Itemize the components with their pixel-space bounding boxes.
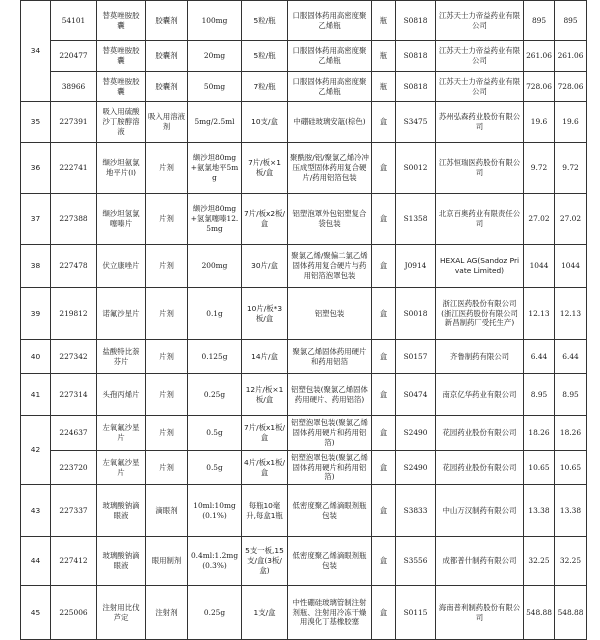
packing-material: 口服固体药用高密度聚乙烯瓶 [288,1,372,41]
drug-code: 227337 [51,485,97,537]
packing-material: 低密度聚乙烯滴眼剂瓶包装 [288,537,372,586]
packing: 4片/板x1板/盒 [242,451,288,485]
enterprise-id: S0818 [396,72,436,102]
price-limit: 27.02 [555,194,587,245]
drug-name: 吸入用硫酸沙丁胺醇溶液 [97,102,146,143]
packing: 5粒/瓶 [242,41,288,72]
price-limit: 12.13 [555,288,587,340]
price: 261.06 [524,41,555,72]
unit: 瓶 [372,1,396,41]
drug-name: 左氧氟沙星片 [97,416,146,451]
drug-code: 227412 [51,537,97,586]
row-seq: 37 [21,194,51,245]
price-limit: 32.25 [555,537,587,586]
price: 6.44 [524,340,555,374]
drug-name: 替莫唑胺胶囊 [97,72,146,102]
price: 13.38 [524,485,555,537]
price: 1044 [524,245,555,288]
drug-name: 左氧氟沙星片 [97,451,146,485]
packing-material: 铝塑包装 [288,288,372,340]
dosage-form: 注射剂 [146,586,188,640]
company-name: HEXAL AG(Sandoz Private Limited) [436,245,524,288]
price: 9.72 [524,143,555,194]
price: 10.65 [524,451,555,485]
drug-code: 227314 [51,374,97,416]
table-row [21,416,587,451]
packing: 7片/板x2板/盒 [242,194,288,245]
price: 895 [524,1,555,41]
specification: 缬沙坦80mg+氢氯噻嗪12.5mg [188,194,242,245]
dosage-form: 片剂 [146,245,188,288]
drug-code: 38966 [51,72,97,102]
packing: 10片/板*3板/盒 [242,288,288,340]
packing: 每瓶10毫升,每盒1瓶 [242,485,288,537]
unit: 盒 [372,340,396,374]
drug-name: 玻璃酸钠滴眼液 [97,537,146,586]
packing-material: 口服固体药用高密度聚乙烯瓶 [288,72,372,102]
unit: 盒 [372,537,396,586]
company-name: 花园药业股份有限公司 [436,451,524,485]
unit: 盒 [372,416,396,451]
drug-code: 224637 [51,416,97,451]
unit: 盒 [372,102,396,143]
company-name: 江苏天士力帝益药业有限公司 [436,41,524,72]
specification: 0.5g [188,416,242,451]
dosage-form: 片剂 [146,194,188,245]
table-row [21,194,587,245]
drug-name: 诺氟沙星片 [97,288,146,340]
specification: 缬沙坦80mg+氨氯地平5mg [188,143,242,194]
price: 12.13 [524,288,555,340]
drug-code: 227388 [51,194,97,245]
packing: 30片/盒 [242,245,288,288]
price-limit: 728.06 [555,72,587,102]
enterprise-id: S1358 [396,194,436,245]
packing: 5支一板,15支/盒(3板/盒) [242,537,288,586]
specification: 0.4ml:1.2mg(0.3%) [188,537,242,586]
price: 548.88 [524,586,555,640]
drug-name: 盐酸特比萘芬片 [97,340,146,374]
table-row [21,586,587,640]
price-limit: 1044 [555,245,587,288]
drug-code: 227391 [51,102,97,143]
packing-material: 低密度聚乙烯滴眼剂瓶包装 [288,485,372,537]
table-row [21,374,587,416]
packing: 5粒/瓶 [242,1,288,41]
specification: 10ml:10mg(0.1%) [188,485,242,537]
enterprise-id: S3556 [396,537,436,586]
row-seq: 43 [21,485,51,537]
price: 8.95 [524,374,555,416]
packing-material: 铝塑包装(聚氯乙烯固体药用硬片、药用铝箔) [288,374,372,416]
company-name: 海南普利制药股份有限公司 [436,586,524,640]
drug-name: 替莫唑胺胶囊 [97,1,146,41]
price-limit: 548.88 [555,586,587,640]
table-row [21,102,587,143]
packing: 7片/板x1板/盒 [242,416,288,451]
price-limit: 18.26 [555,416,587,451]
table-row [21,288,587,340]
company-name: 花园药业股份有限公司 [436,416,524,451]
dosage-form: 胶囊剂 [146,72,188,102]
drug-code: 220477 [51,41,97,72]
company-name: 江苏天士力帝益药业有限公司 [436,72,524,102]
enterprise-id: S0474 [396,374,436,416]
specification: 50mg [188,72,242,102]
price-limit: 8.95 [555,374,587,416]
row-seq: 35 [21,102,51,143]
row-seq: 38 [21,245,51,288]
dosage-form: 滴眼剂 [146,485,188,537]
packing-material: 铝塑泡罩外包铝塑复合袋包装 [288,194,372,245]
drug-price-table [20,0,587,640]
enterprise-id: S3833 [396,485,436,537]
packing-material: 中性硼硅玻璃管制注射剂瓶、注射用冷冻干燥用溴化丁基橡胶塞 [288,586,372,640]
drug-code: 227478 [51,245,97,288]
price: 32.25 [524,537,555,586]
table-row [21,41,587,72]
packing-material: 聚酰胺/铝/聚氯乙烯冷冲压成型固体药用复合硬片/药用铝箔包装 [288,143,372,194]
dosage-form: 片剂 [146,451,188,485]
dosage-form: 片剂 [146,340,188,374]
packing: 10支/盒 [242,102,288,143]
dosage-form: 片剂 [146,288,188,340]
row-seq: 41 [21,374,51,416]
drug-code: 223720 [51,451,97,485]
unit: 盒 [372,194,396,245]
company-name: 中山万汉制药有限公司 [436,485,524,537]
enterprise-id: S2490 [396,451,436,485]
price: 728.06 [524,72,555,102]
specification: 0.1g [188,288,242,340]
price-limit: 9.72 [555,143,587,194]
drug-code: 225006 [51,586,97,640]
enterprise-id: S0818 [396,1,436,41]
packing-material: 聚氯乙烯固体药用硬片和药用铝箔 [288,340,372,374]
table-row [21,451,587,485]
price: 18.26 [524,416,555,451]
specification: 200mg [188,245,242,288]
packing-material: 聚氯乙烯/聚偏二氯乙烯固体药用复合硬片与药用铝箔泡罩包装 [288,245,372,288]
drug-name: 伏立康唑片 [97,245,146,288]
drug-code: 222741 [51,143,97,194]
table-row [21,537,587,586]
dosage-form: 眼用制剂 [146,537,188,586]
specification: 0.125g [188,340,242,374]
enterprise-id: S3475 [396,102,436,143]
company-name: 南京亿华药业有限公司 [436,374,524,416]
packing: 12片/板×1板/盒 [242,374,288,416]
unit: 盒 [372,586,396,640]
enterprise-id: S0018 [396,288,436,340]
enterprise-id: S0818 [396,41,436,72]
drug-name: 缬沙坦氢氯噻嗪片 [97,194,146,245]
table-row [21,245,587,288]
drug-code: 54101 [51,1,97,41]
company-name: 北京百奥药业有限责任公司 [436,194,524,245]
enterprise-id: S0012 [396,143,436,194]
packing-material: 铝塑泡罩包装(聚氯乙烯固体药用硬片和药用铝箔) [288,416,372,451]
packing-material: 口服固体药用高密度聚乙烯瓶 [288,41,372,72]
specification: 0.5g [188,451,242,485]
enterprise-id: S2490 [396,416,436,451]
company-name: 苏州弘森药业股份有限公司 [436,102,524,143]
specification: 0.25g [188,586,242,640]
enterprise-id: S0115 [396,586,436,640]
row-seq: 39 [21,288,51,340]
price-limit: 10.65 [555,451,587,485]
drug-name: 注射用比伐芦定 [97,586,146,640]
price-limit: 895 [555,1,587,41]
dosage-form: 胶囊剂 [146,41,188,72]
company-name: 齐鲁制药有限公司 [436,340,524,374]
price-limit: 13.38 [555,485,587,537]
unit: 瓶 [372,41,396,72]
unit: 盒 [372,451,396,485]
row-seq: 45 [21,586,51,640]
row-seq: 42 [21,416,51,485]
specification: 20mg [188,41,242,72]
unit: 盒 [372,143,396,194]
dosage-form: 片剂 [146,374,188,416]
company-name: 成都普什制药有限公司 [436,537,524,586]
unit: 盒 [372,288,396,340]
price-limit: 6.44 [555,340,587,374]
table-row [21,143,587,194]
price-limit: 19.6 [555,102,587,143]
row-seq: 34 [21,1,51,102]
table-row [21,72,587,102]
row-seq: 44 [21,537,51,586]
specification: 100mg [188,1,242,41]
company-name: 江苏天士力帝益药业有限公司 [436,1,524,41]
drug-name: 头孢丙烯片 [97,374,146,416]
enterprise-id: S0157 [396,340,436,374]
drug-code: 227342 [51,340,97,374]
table-row [21,340,587,374]
drug-name: 玻璃酸钠滴眼液 [97,485,146,537]
unit: 盒 [372,374,396,416]
table-row [21,1,587,41]
unit: 盒 [372,245,396,288]
unit: 瓶 [372,72,396,102]
dosage-form: 片剂 [146,416,188,451]
table-row [21,485,587,537]
specification: 0.25g [188,374,242,416]
dosage-form: 胶囊剂 [146,1,188,41]
enterprise-id: J0914 [396,245,436,288]
row-seq: 36 [21,143,51,194]
price-limit: 261.06 [555,41,587,72]
unit: 盒 [372,485,396,537]
packing: 7片/板×1板/盒 [242,143,288,194]
drug-code: 219812 [51,288,97,340]
packing-material: 铝塑泡罩包装(聚氯乙烯固体药用硬片和药用铝箔) [288,451,372,485]
specification: 5mg/2.5ml [188,102,242,143]
drug-name: 替莫唑胺胶囊 [97,41,146,72]
packing: 7粒/瓶 [242,72,288,102]
dosage-form: 片剂 [146,143,188,194]
packing: 14片/盒 [242,340,288,374]
price: 27.02 [524,194,555,245]
packing: 1支/盒 [242,586,288,640]
drug-name: 缬沙坦氨氯地平片(Ⅰ) [97,143,146,194]
company-name: 江苏恒瑞医药股份有限公司 [436,143,524,194]
dosage-form: 吸入用溶液剂 [146,102,188,143]
row-seq: 40 [21,340,51,374]
price: 19.6 [524,102,555,143]
company-name: 浙江医药股份有限公司(浙江医药股份有限公司新昌制药厂受托生产) [436,288,524,340]
packing-material: 中硼硅玻璃安瓿(棕色) [288,102,372,143]
